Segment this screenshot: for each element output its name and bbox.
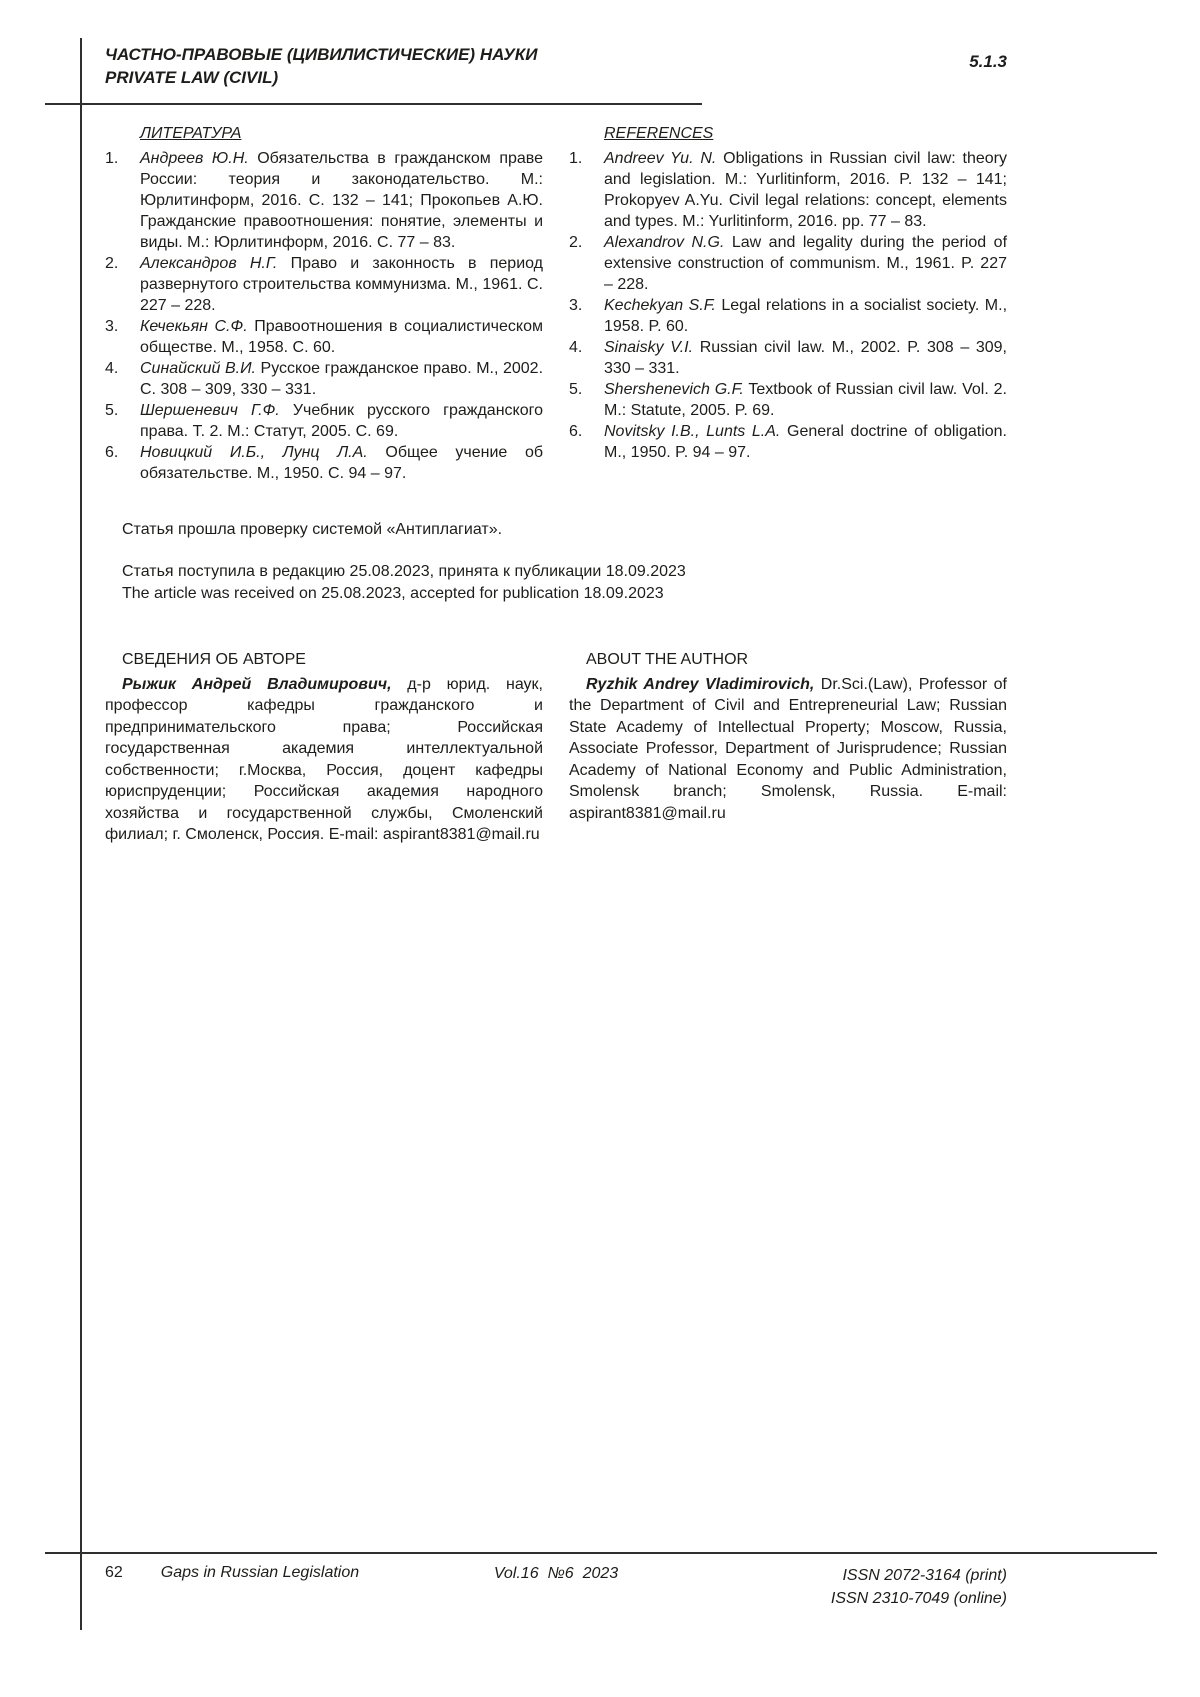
author-name-ru: Рыжик Андрей Владимирович, xyxy=(122,675,392,693)
item-body xyxy=(140,400,543,442)
item-number: 2. xyxy=(569,234,583,251)
literature-item xyxy=(105,358,543,400)
specialty-code: 5.1.3 xyxy=(969,52,1007,71)
author-heading-ru: СВЕДЕНИЯ ОБ АВТОРЕ xyxy=(122,651,306,668)
author-bio-text-ru: д-р юрид. наук, профессор кафедры гражданского и предпринимательского права; Российская государственная академия интеллектуальной собственности; г.Москва, Россия, доцент кафедры юриспруденции; Российская академия народного хозяйства и государственной службы, Смоленский филиал; г. Смоленск, Россия. E-mail: aspirant8381@mail.ru xyxy=(105,675,543,843)
item-author: Alexandrov N.G. xyxy=(604,234,725,251)
item-body xyxy=(140,316,543,358)
item-text: Русское гражданское право. М., 2002. С. 308 – 309, 330 – 331. xyxy=(140,360,544,398)
literature-item xyxy=(105,442,543,484)
page-header xyxy=(105,43,745,89)
item-number: 1. xyxy=(105,150,119,167)
author-bio-ru xyxy=(105,674,543,846)
item-author: Кечекьян С.Ф. xyxy=(140,318,248,335)
item-text: Obligations in Russian civil law: theory and legislation. M.: Yurlitinform, 2016. P. 132 – 141; Prokopyev A.Yu. Civil legal relations: concept, elements and types. M.: Yurlitinform, 2016. pp. 77 – 83. xyxy=(604,150,1007,230)
item-body xyxy=(604,148,1007,232)
item-body xyxy=(604,295,1007,337)
reference-item xyxy=(569,337,1007,379)
item-number: 1. xyxy=(569,150,583,167)
item-author: Шершеневич Г.Ф. xyxy=(140,402,280,419)
item-author: Sinaisky V.I. xyxy=(604,339,694,356)
author-info-section xyxy=(105,649,1007,846)
item-number: 4. xyxy=(569,339,583,356)
issn-print: ISSN 2072-3164 (print) xyxy=(842,1567,1007,1584)
item-author: Новицкий И.Б., Лунц Л.А. xyxy=(140,444,368,461)
section-title-ru: ЧАСТНО-ПРАВОВЫЕ (ЦИВИЛИСТИЧЕСКИЕ) НАУКИ xyxy=(105,45,538,64)
literature-item xyxy=(105,400,543,442)
page-number: 62 xyxy=(105,1564,123,1581)
item-body xyxy=(140,442,543,484)
item-text: Право и законность в период развернутого строительства коммунизма. М., 1961. С. 227 – 228. xyxy=(140,255,544,314)
item-number: 6. xyxy=(105,444,119,461)
item-number: 3. xyxy=(105,318,119,335)
item-text: Textbook of Russian civil law. Vol. 2. M.: Statute, 2005. P. 69. xyxy=(604,381,1007,419)
item-number: 6. xyxy=(569,423,583,440)
item-text: Law and legality during the period of extensive construction of communism. M., 1961. P. 227 – 228. xyxy=(604,234,1008,293)
item-number: 3. xyxy=(569,297,583,314)
left-margin-rule xyxy=(80,38,82,1630)
item-author: Shershenevich G.F. xyxy=(604,381,744,398)
received-date-ru: Статья поступила в редакцию 25.08.2023, принята к публикации 18.09.2023 xyxy=(122,563,686,580)
antiplagiat-note: Статья прошла проверку системой «Антиплагиат». xyxy=(122,521,503,538)
literature-heading: ЛИТЕРАТУРА xyxy=(140,125,242,142)
issn-block xyxy=(618,1564,1007,1610)
issue-info: Vol.16 №6 2023 xyxy=(493,1565,619,1582)
references-heading: REFERENCES xyxy=(604,125,714,142)
reference-item xyxy=(569,421,1007,463)
item-number: 5. xyxy=(105,402,119,419)
footer-left xyxy=(105,1564,494,1582)
item-text: Учебник русского гражданского права. Т. 2. М.: Статут, 2005. С. 69. xyxy=(140,402,543,440)
literature-item xyxy=(105,253,543,316)
author-info-en xyxy=(569,649,1007,846)
item-body xyxy=(604,379,1007,421)
item-author: Andreev Yu. N. xyxy=(604,150,717,167)
item-text: General doctrine of obligation. M., 1950. P. 94 – 97. xyxy=(604,423,1007,461)
item-body xyxy=(604,337,1007,379)
item-body xyxy=(140,253,543,316)
reference-item xyxy=(569,295,1007,337)
reference-item xyxy=(569,148,1007,232)
item-text: Общее учение об обязательстве. М., 1950. С. 94 – 97. xyxy=(140,444,544,482)
item-text: Правоотношения в социалистическом обществе. М., 1958. С. 60. xyxy=(140,318,543,356)
author-bio-text-en: Dr.Sci.(Law), Professor of the Department of Civil and Entrepreneurial Law; Russian State Academy of Intellectual Property; Moscow, Russia, Associate Professor, Department of Jurisprudence; Russian Academy of National Economy and Public Administration, Smolensk branch; Smolensk, Russia. E-mail: aspirant8381@mail.ru xyxy=(569,675,1008,822)
item-body xyxy=(140,358,543,400)
item-text: Legal relations in a socialist society. M., 1958. P. 60. xyxy=(604,297,1008,335)
author-info-ru xyxy=(105,649,543,846)
item-author: Александров Н.Г. xyxy=(140,255,278,272)
item-body xyxy=(140,148,543,253)
references-section xyxy=(105,123,1007,484)
received-dates xyxy=(122,561,686,605)
issn-online: ISSN 2310-7049 (online) xyxy=(830,1590,1007,1607)
item-body xyxy=(604,421,1007,463)
item-author: Kechekyan S.F. xyxy=(604,297,716,314)
reference-item xyxy=(569,232,1007,295)
item-number: 4. xyxy=(105,360,119,377)
literature-column-ru xyxy=(105,123,543,484)
footer-rule xyxy=(45,1552,1157,1554)
item-author: Андреев Ю.Н. xyxy=(140,150,249,167)
item-text: Обязательства в гражданском праве России: теория и законодательство. М.: Юрлитинформ, 2016. С. 132 – 141; Прокопьев А.Ю. Гражданские правоотношения: понятие, элементы и виды. М.: Юрлитинформ, 2016. С. 77 – 83. xyxy=(140,150,543,251)
item-number: 2. xyxy=(105,255,119,272)
item-author: Novitsky I.B., Lunts L.A. xyxy=(604,423,781,440)
item-body xyxy=(604,232,1007,295)
references-column-en xyxy=(569,123,1007,484)
literature-item xyxy=(105,148,543,253)
item-number: 5. xyxy=(569,381,583,398)
received-date-en: The article was received on 25.08.2023, accepted for publication 18.09.2023 xyxy=(122,585,664,602)
author-name-en: Ryzhik Andrey Vladimirovich, xyxy=(586,675,815,693)
page-footer xyxy=(105,1564,1007,1610)
literature-item xyxy=(105,316,543,358)
reference-item xyxy=(569,379,1007,421)
author-heading-en: ABOUT THE AUTHOR xyxy=(586,651,749,668)
item-author: Синайский В.И. xyxy=(140,360,256,377)
header-rule xyxy=(45,103,702,105)
item-text: Russian civil law. M., 2002. P. 308 – 309, 330 – 331. xyxy=(604,339,1008,377)
section-title-en: PRIVATE LAW (CIVIL) xyxy=(105,68,279,87)
author-bio-en xyxy=(569,674,1007,825)
journal-title: Gaps in Russian Legislation xyxy=(160,1564,360,1581)
